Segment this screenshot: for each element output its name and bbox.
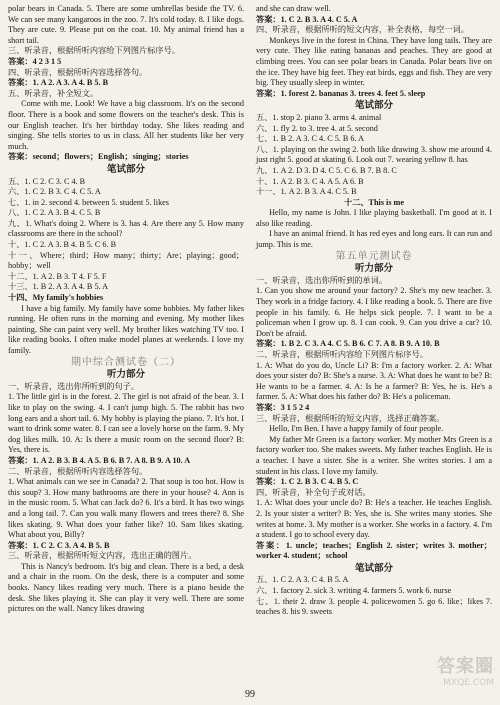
text-line: 九、1. A 2. D 3. D 4. C 5. C 6. B 7. B 8. C [256,165,397,175]
text-line: 五、听录音，补全短文。 [8,88,99,98]
text-line: Hello, I'm Ben. I have a happy family of four people. [269,424,444,434]
text-line: 十一、1. A 2. B 3. A 4. C 5. B [256,187,357,197]
text-line: 十、1. A 2. B 3. C 4. A 5. A 6. B [256,176,364,186]
text-line: 五、1. C 2. C 3. C 4. B [8,176,86,186]
text-line: 六、1. C 2. B 3. C 4. C 5. A [8,187,101,197]
text-line: 九、1. What's doing 2. Where is 3. has 4. Are there any 5. How many classrooms are there in the school? [8,218,244,239]
text-line: 二、听录音，根据所听内容给下列图片标序号。 [256,350,428,359]
text-line: 答案：1. C 2. B 3. C 4. B 5. C [256,477,359,487]
text-line: 三、听录音，根据所听内容给下列图片标序号。 [8,46,180,56]
text-line: 一、听录音，选出你所听到的句子。 [8,381,140,391]
text-line: I have an animal friend. It has red eyes and long ears. It can run and jump. This is me. [256,229,492,250]
text-line: 四、听录音，补全句子或对话。 [256,487,371,497]
text-line: 一、听录音，选出你所听到的单词。 [256,275,388,285]
text-line: 三、听录音，根据所听的短文内容，选择正确答案。 [256,413,445,423]
text-line: 十二、This is me [343,197,405,207]
text-line: 六、1. factory 2. sick 3. writing 4. farmers 5. work 6. nurse [256,586,452,596]
text-line: 四、听录音，根据所听的短文内容，补全表格，每空一词。 [256,25,469,35]
text-line: 答案：1. A 2. B 3. B 4. A 5. B 6. B 7. A 8. B 9. A 10. A [8,455,191,465]
text-line: 十二、1. A 2. B 3. T 4. F 5. F [8,271,107,281]
text-line: 1. The little girl is in the forest. 2. The girl is not afraid of the bear. 3. I like to play on the swing. 4. I can't jump high. 5. The rabbit has two long ears and a short tail. 6. My hobby is playing the piano. 7. It's hot. I want to drink some water. 8. I can see a lovely horse on the farm. 9. My dog likes milk. 10. A: Is there a music room on the second floor? B: Yes, there is. [8,392,244,455]
text-line: 答案：3 1 5 2 4 [256,402,310,412]
text-line: 五、1. stop 2. piano 3. arms 4. animal [256,112,382,122]
text-line: 答案：1. C 2. B 3. A 4. C 5. A [256,14,358,24]
right-column-part1 [256,4,492,251]
text-line: 答案：1. A 2. A 3. A 4. B 5. B [8,78,109,88]
text-line: Come with me. Look! We have a big classroom. It's on the second floor. There is a book and some flowers on the teacher's desk. This is our English teacher. It's her birthday today. She likes reading and singing. She tells stories to us in class. All her students like her very much. [8,99,244,151]
text-line: 笔试部分 [106,164,145,175]
text-line: 七、1. in 2. second 4. between 5. student 5. likes [8,197,169,207]
text-line: 1. What animals can we see in Canada? 2. That soup is too hot. How is this soup? 3. How many bathrooms are there in your house? 4. Ann is in the music room. 5. What can Jack do? 6. It's a bird. It has two wings and a long tail. 7. Can you walk many flowers and trees there? 8. She likes skating. 9. What does your father like? 10. Sam likes skating. What about you, Billy? [8,477,244,540]
text-line: 八、1. C 2. A 3. B 4. C 5. B [8,208,101,218]
text-line: 十、1. C 2. A 3. B 4. B 5. C 6. B [8,240,117,250]
text-line: 五、1. C 2. A 3. C 4. B 5. A [256,575,349,585]
text-line: I have a big family. My family have some hobbies. My father likes running. He often runs in the morning and evening. My mother likes painting. She can paint very well. My brother likes watching TV too. I like reading books. I often make model planes at weekends. I love my family. [8,303,244,355]
listening-heading-left: 听力部分 [106,370,145,381]
text-line: 十三、1. B 2. A 3. A 4. B 5. A [8,282,109,292]
text-line: My father Mr Green is a factory worker. My mother Mrs Green is a factory worker too. She makes sweets. My father teaches English. He is a teacher. I have a sister. She is a writer. She writes stories. I am a student in his class. I love my family. [256,434,492,476]
section-band-right: 第五单元测试卷 [335,250,413,262]
section-band-left: 期中综合测试卷（二） [71,356,181,368]
text-line: 二、听录音，根据所听内容选择答句。 [8,466,148,476]
right-column-part2 [256,276,492,618]
text-line: polar bears in Canada. 5. There are some umbrellas beside the TV. 6. We can see many kangaroos in the zoo. 7. It's cold today. 8. I like dogs. They are cute. 9. Please put on the coat. 10. My animal friend has a short tail. [8,4,244,45]
text-line: 答案：1. uncle；teaches；English 2. sister；writes 3. mother；worker 4. student；school [256,540,492,561]
text-line: 四、听录音，根据所听内容选择答句。 [8,67,148,77]
text-line: 十一、Where；third；How many；thirty；Are；playing；good；hobby；well [8,250,244,271]
listening-heading-right: 听力部分 [354,264,393,275]
text-line: 七、1. B 2. A 3. C 4. C 5. B 6. A [256,134,365,144]
left-column-part2 [8,382,244,615]
text-line: 答案：4 2 3 1 5 [8,56,62,66]
text-line: This is Nancy's bedroom. It's big and clean. There is a bed, a desk and a chair in the room. On the desk, there is a computer and some books. Nancy likes reading very much. There is a piano beside the desk. She likes playing it. She can play it very well. There are some pictures on the wall. Nancy likes drawing [8,561,244,614]
text-line: 笔试部分 [354,101,393,112]
text-line: and she can draw well. [256,4,331,13]
watermark-line1: 答案圈 [437,656,494,677]
text-line: 答案：1. B 2. C 3. A 4. C 5. B 6. C 7. A 8. B 9. A 10. B [256,339,440,349]
text-line: 三、听录音，根据所听短文内容，选出正确的图片。 [8,551,197,561]
text-line: Hello, my name is John. I like playing basketball. I'm good at it. I also like reading. [256,208,492,228]
text-line: 十四、My family's hobbies [8,293,104,303]
text-line: 1. A: What do you do, Uncle Li? B: I'm a factory worker. 2. A: What does your sister do? B: She's a nurse. 3. A: What does he want to be? B: He wants to be a farmer. 4. A: Is he a farmer? B: Yes, he is. He's a farmer. 5. A: What does his father do? B: He's a policeman. [256,360,492,402]
text-line: 七、1. their 2. draw 3. people 4. policewomen 5. go 6. like；likes 7. teaches 8. his 9. sweets [256,596,492,617]
text-line: 笔试部分 [354,563,393,574]
text-line: 答案：1. C 2. C 3. A 4. B 5. B [8,540,110,550]
text-line: 答案：1. forest 2. bananas 3. trees 4. feet 5. sleep [256,88,426,98]
text-line: 八、1. playing on the swing 2. both like drawing 3. show me around 4. just right 5. good at skating 6. Look out 7. wearing yellow 8. has [256,144,492,165]
text-line: 六、1. fly 2. to 3. tree 4. at 5. second [256,123,378,133]
text-line: Monkeys live in the forest in China. They have long tails. They are very cute. They like eating bananas and peaches. They are good at climbing trees. You can see polar bears in Canada. Polar bears live on the ice. They have big feet. They eat birds, eggs and fish. They are very big. They usually sleep in winter. [256,35,492,88]
text-line: 1. A: What does your uncle do? B: He's a teacher. He teaches English. 2. Is your sister a writer? B: Yes, she is. She writes many stories. She writes at home. 3. My mother is a worker. She works in a factory. 4. I'm a student. I go to school every day. [256,498,492,540]
text-line: 答案：second；flowers；English；singing；stories [8,152,189,162]
text-line: 1. Can you show me around your factory? 2. She's my new teacher. 3. They work in a fridge factory. 4. I like reading a book. 5. There are five people in his family. 6. He helps sick people. 7. I want to be a policeman when I grow up. 8. I can cook. 9. Can you drive a car? 10. Don't be afraid. [256,286,492,338]
watermark-logo [437,652,494,688]
left-column-part1 [8,4,244,357]
left-column [8,4,244,615]
right-column [256,4,492,618]
watermark-line2: MXQE.COM [443,678,494,688]
page-number: 99 [245,689,255,700]
